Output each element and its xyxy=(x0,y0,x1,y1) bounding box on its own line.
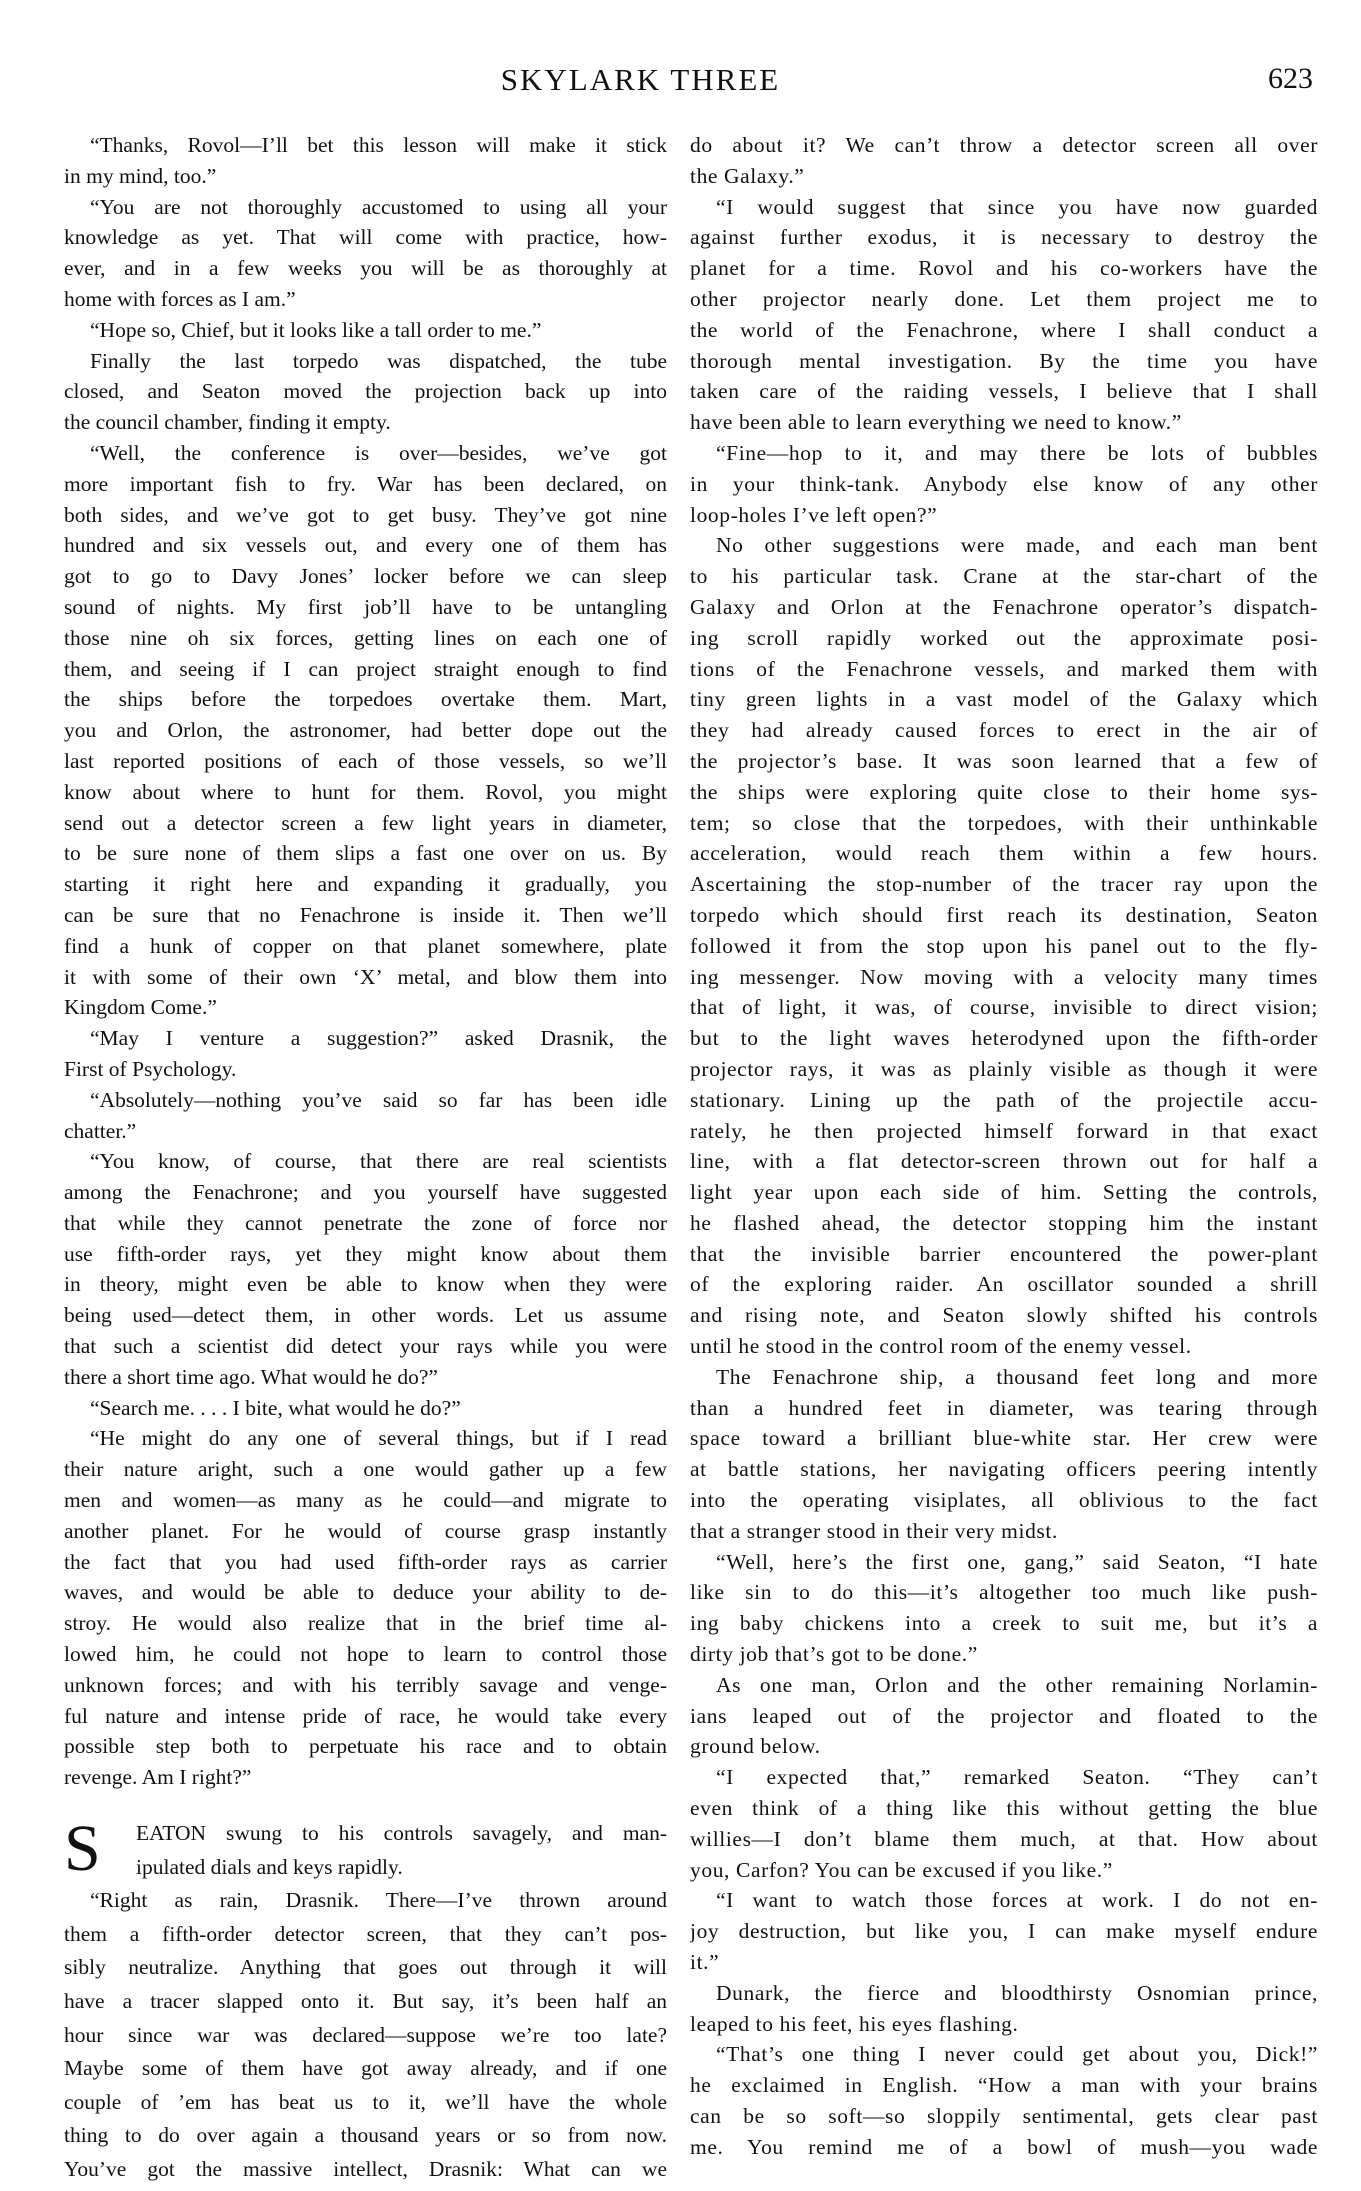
text-line: “Well, the conference is over—besides, we’ve got xyxy=(90,440,667,465)
text-line: among the Fenachrone; and you yourself have suggested xyxy=(64,1180,667,1205)
text-line: more important fish to fry. War has been declared, on xyxy=(64,471,667,496)
text-line: them a fifth-order detector screen, that they can’t pos- xyxy=(64,1921,667,1946)
paragraph xyxy=(64,1423,667,1793)
text-line: that the invisible barrier encountered the power-plant xyxy=(690,1241,1318,1266)
paragraph xyxy=(690,192,1318,438)
text-line: that of light, it was, of course, invisible to direct vision; xyxy=(690,995,1318,1020)
paragraph xyxy=(64,1884,667,2186)
text-line: lowed him, he could not hope to learn to control those xyxy=(64,1642,667,1667)
text-line: but to the light waves heterodyned upon the fifth-order xyxy=(690,1026,1318,1051)
text-line: “May I venture a suggestion?” asked Drasnik, the xyxy=(90,1026,667,1051)
paragraph xyxy=(690,438,1318,530)
text-line: in theory, might even be able to know when they were xyxy=(64,1272,667,1297)
text-line: As one man, Orlon and the other remaining Norlamin- xyxy=(716,1672,1318,1697)
text-line: “Search me. . . . I bite, what would he do?” xyxy=(90,1395,461,1420)
text-line: there a short time ago. What would he do?” xyxy=(64,1364,438,1389)
text-line: Dunark, the fierce and bloodthirsty Osnomian prince, xyxy=(716,1980,1318,2005)
text-line: couple of ’em has beat us to it, we’ll have the whole xyxy=(64,2089,667,2114)
text-line: the ships were exploring quite close to their home sys- xyxy=(690,779,1318,804)
text-line: hundred and six vessels out, and every one of them has xyxy=(64,533,667,558)
text-line: No other suggestions were made, and each man bent xyxy=(716,533,1318,558)
text-line: closed, and Seaton moved the projection back up into xyxy=(64,379,667,404)
text-line: ians leaped out of the projector and floated to the xyxy=(690,1703,1318,1728)
text-line: it.” xyxy=(690,1950,720,1975)
text-line: followed it from the stop upon his panel out to the fly- xyxy=(690,933,1318,958)
text-line: tions of the Fenachrone vessels, and marked them with xyxy=(690,656,1318,681)
text-line: in my mind, too.” xyxy=(64,163,217,188)
text-line: taken care of the raiding vessels, I believe that I shall xyxy=(690,379,1318,404)
text-line: he flashed ahead, the detector stopping him the instant xyxy=(690,1210,1318,1235)
text-line: waves, and would be able to deduce your ability to de- xyxy=(64,1580,667,1605)
text-line: men and women—as many as he could—and migrate to xyxy=(64,1488,667,1513)
paragraph xyxy=(64,315,667,346)
text-line: send out a detector screen a few light years in diameter, xyxy=(64,810,667,835)
text-line: stationary. Lining up the path of the projectile accu- xyxy=(690,1087,1318,1112)
text-line: got to go to Davy Jones’ locker before we can sleep xyxy=(64,564,667,589)
text-line: ful nature and intense pride of race, he would take every xyxy=(64,1703,667,1728)
text-line: the council chamber, finding it empty. xyxy=(64,410,391,435)
text-line: The Fenachrone ship, a thousand feet long and more xyxy=(716,1364,1318,1389)
text-line: thing to do over again a thousand years or so from now. xyxy=(64,2123,667,2148)
text-line: at battle stations, her navigating officers peering intently xyxy=(690,1457,1318,1482)
text-line: Galaxy and Orlon at the Fenachrone operator’s dispatch- xyxy=(690,594,1318,619)
text-line: ing baby chickens into a creek to suit me, but it’s a xyxy=(690,1611,1318,1636)
paragraph xyxy=(690,2039,1318,2162)
text-line: “I want to watch those forces at work. I do not en- xyxy=(716,1888,1318,1913)
text-line: torpedo which should first reach its destination, Seaton xyxy=(690,902,1318,927)
text-line: possible step both to perpetuate his race and to obtain xyxy=(64,1734,667,1759)
text-line: to his particular task. Crane at the star-chart of the xyxy=(690,564,1318,589)
text-line: those nine oh six forces, getting lines on each one of xyxy=(64,625,667,650)
text-line: can be sure that no Fenachrone is inside it. Then we’ll xyxy=(64,902,667,927)
right-column xyxy=(690,130,1318,2163)
text-line: leaped to his feet, his eyes flashing. xyxy=(690,2011,1019,2036)
text-line: “Well, here’s the first one, gang,” said Seaton, “I hate xyxy=(716,1549,1318,1574)
page-number: 623 xyxy=(1268,62,1313,95)
text-line: Ascertaining the stop-number of the tracer ray upon the xyxy=(690,872,1318,897)
text-line: that such a scientist did detect your rays while you were xyxy=(64,1334,667,1359)
text-line: thorough mental investigation. By the time you have xyxy=(690,348,1318,373)
text-line: the Galaxy.” xyxy=(690,163,805,188)
text-line: knowledge as yet. That will come with practice, how- xyxy=(64,225,667,250)
text-line: know about where to hunt for them. Rovol, you might xyxy=(64,779,667,804)
text-line: do about it? We can’t throw a detector screen all over xyxy=(690,133,1318,157)
paragraph xyxy=(64,1146,667,1392)
text-line: last reported positions of each of those vessels, so we’ll xyxy=(64,748,667,773)
drop-cap: S xyxy=(64,1812,101,1886)
paragraph xyxy=(690,1362,1318,1547)
drop-cap-paragraph xyxy=(64,1812,667,1886)
text-line: and rising note, and Seaton slowly shifted his controls xyxy=(690,1303,1318,1328)
text-line: find a hunk of copper on that planet somewhere, plate xyxy=(64,933,667,958)
text-line: line, with a flat detector-screen thrown out for half a xyxy=(690,1149,1318,1174)
text-line: the fact that you had used fifth-order rays as carrier xyxy=(64,1549,667,1574)
text-line: ing messenger. Now moving with a velocity many times xyxy=(690,964,1318,989)
text-line: me. You remind me of a bowl of mush—you wade xyxy=(690,2134,1318,2159)
text-line: have been able to learn everything we need to know.” xyxy=(690,410,1182,435)
text-line: they had already caused forces to erect in the air of xyxy=(690,718,1318,743)
text-line: projector rays, it was as plainly visible as though it were xyxy=(690,1056,1318,1081)
text-line: dirty job that’s got to be done.” xyxy=(690,1642,978,1667)
text-line: that a stranger stood in their very midst. xyxy=(690,1518,1058,1543)
text-line: light year upon each side of him. Setting the controls, xyxy=(690,1180,1318,1205)
text-line: other projector nearly done. Let them project me to xyxy=(690,286,1318,311)
text-line: can be so soft—so sloppily sentimental, gets clear past xyxy=(690,2104,1318,2128)
text-line: Maybe some of them have got away already, and if one xyxy=(64,2056,667,2081)
text-line: you, Carfon? You can be excused if you like.” xyxy=(690,1857,1113,1882)
text-line: sibly neutralize. Anything that goes out through it will xyxy=(64,1955,667,1980)
paragraph xyxy=(690,530,1318,1362)
text-line: the ships before the torpedoes overtake them. Mart, xyxy=(64,687,667,712)
left-column xyxy=(64,130,667,2187)
paragraph xyxy=(690,1978,1318,2040)
text-line: willies—I don’t blame them much, at that. How about xyxy=(690,1826,1318,1851)
text-line: that while they cannot penetrate the zone of force nor xyxy=(64,1210,667,1235)
text-line: tem; so close that the torpedoes, with their unthinkable xyxy=(690,810,1318,835)
text-line: joy destruction, but like you, I can make myself endure xyxy=(690,1919,1318,1944)
text-line: starting it right here and expanding it gradually, you xyxy=(64,872,667,897)
text-line: “I would suggest that since you have now guarded xyxy=(716,194,1318,219)
text-line: being used—detect them, in other words. Let us assume xyxy=(64,1303,667,1328)
paragraph xyxy=(690,1762,1318,1885)
text-line: “Absolutely—nothing you’ve said so far has been idle xyxy=(90,1087,667,1112)
text-line: revenge. Am I right?” xyxy=(64,1765,252,1790)
text-line: EATON swung to his controls savagely, and man- xyxy=(136,1821,667,1846)
text-line: Finally the last torpedo was dispatched, the tube xyxy=(90,348,667,373)
text-line: into the operating visiplates, all oblivious to the fact xyxy=(690,1488,1318,1513)
paragraph xyxy=(690,130,1318,192)
text-line: First of Psychology. xyxy=(64,1056,237,1081)
text-line: them, and seeing if I can project straight enough to find xyxy=(64,656,667,681)
paragraph xyxy=(64,438,667,1023)
paragraph xyxy=(690,1885,1318,1977)
paragraph xyxy=(64,1393,667,1424)
text-line: both sides, and we’ve got to get busy. They’ve got nine xyxy=(64,502,667,527)
text-line: tiny green lights in a vast model of the Galaxy which xyxy=(690,687,1318,712)
text-line: the world of the Fenachrone, where I shall conduct a xyxy=(690,317,1318,342)
text-line: unknown forces; and with his terribly savage and venge- xyxy=(64,1672,667,1697)
text-line: you and Orlon, the astronomer, had better dope out the xyxy=(64,718,667,743)
text-line: space toward a brilliant blue-white star. Her crew were xyxy=(690,1426,1318,1451)
text-line: have a tracer slapped onto it. But say, it’s been half an xyxy=(64,1989,667,2013)
text-line: like sin to do this—it’s altogether too much like push- xyxy=(690,1580,1318,1605)
running-head xyxy=(0,62,1361,102)
paragraph xyxy=(690,1670,1318,1762)
paragraph xyxy=(64,346,667,438)
text-line: use fifth-order rays, yet they might know about them xyxy=(64,1241,667,1266)
text-line: hour since war was declared—suppose we’re too late? xyxy=(64,2022,667,2047)
text-line: the projector’s base. It was soon learned that a few of xyxy=(690,748,1318,773)
running-title: SKYLARK THREE xyxy=(500,62,781,97)
text-line: “I expected that,” remarked Seaton. “They can’t xyxy=(716,1765,1318,1790)
text-line: ipulated dials and keys rapidly. xyxy=(136,1854,403,1879)
text-line: even think of a thing like this without getting the blue xyxy=(690,1796,1318,1821)
text-line: their nature aright, such a one would gather up a few xyxy=(64,1457,667,1482)
text-line: than a hundred feet in diameter, was tearing through xyxy=(690,1395,1318,1420)
text-line: another planet. For he would of course grasp instantly xyxy=(64,1518,667,1543)
paragraph xyxy=(64,1023,667,1085)
text-line: loop-holes I’ve left open?” xyxy=(690,502,938,527)
text-line: chatter.” xyxy=(64,1118,137,1143)
text-line: planet for a time. Rovol and his co-workers have the xyxy=(690,256,1318,281)
paragraph xyxy=(64,192,667,315)
text-line: it with some of their own ‘X’ metal, and blow them into xyxy=(64,964,667,989)
text-line: stroy. He would also realize that in the brief time al- xyxy=(64,1611,667,1636)
text-line: in your think-tank. Anybody else know of any other xyxy=(690,471,1318,496)
paragraph xyxy=(690,1547,1318,1670)
text-line: “You are not thoroughly accustomed to using all your xyxy=(90,194,667,219)
text-line: against further exodus, it is necessary to destroy the xyxy=(690,225,1318,250)
text-line: “That’s one thing I never could get about you, Dick!” xyxy=(716,2042,1318,2067)
text-line: Kingdom Come.” xyxy=(64,995,217,1020)
text-line: sound of nights. My first job’ll have to be untangling xyxy=(64,594,667,619)
text-line: ing scroll rapidly worked out the approximate posi- xyxy=(690,625,1318,650)
text-line: home with forces as I am.” xyxy=(64,286,296,311)
paragraph xyxy=(64,1085,667,1147)
text-line: ever, and in a few weeks you will be as thoroughly at xyxy=(64,256,667,281)
text-line: “You know, of course, that there are real scientists xyxy=(90,1149,667,1174)
text-line: “He might do any one of several things, but if I read xyxy=(90,1426,667,1451)
text-line: he exclaimed in English. “How a man with your brains xyxy=(690,2073,1318,2098)
text-line: “Hope so, Chief, but it looks like a tall order to me.” xyxy=(90,317,542,342)
text-line: rately, he then projected himself forward in that exact xyxy=(690,1118,1318,1143)
text-line: acceleration, would reach them within a few hours. xyxy=(690,841,1318,866)
text-line: “Thanks, Rovol—I’ll bet this lesson will make it stick xyxy=(90,133,667,157)
text-line: to be sure none of them slips a fast one over on us. By xyxy=(64,841,667,866)
text-line: “Right as rain, Drasnik. There—I’ve thrown around xyxy=(90,1888,667,1913)
text-line: of the exploring raider. An oscillator sounded a shrill xyxy=(690,1272,1318,1297)
paragraph xyxy=(64,130,667,192)
text-line: ground below. xyxy=(690,1734,821,1759)
text-line: You’ve got the massive intellect, Drasnik: What can we xyxy=(64,2156,667,2181)
text-line: “Fine—hop to it, and may there be lots of bubbles xyxy=(716,440,1318,465)
text-line: until he stood in the control room of the enemy vessel. xyxy=(690,1334,1192,1359)
